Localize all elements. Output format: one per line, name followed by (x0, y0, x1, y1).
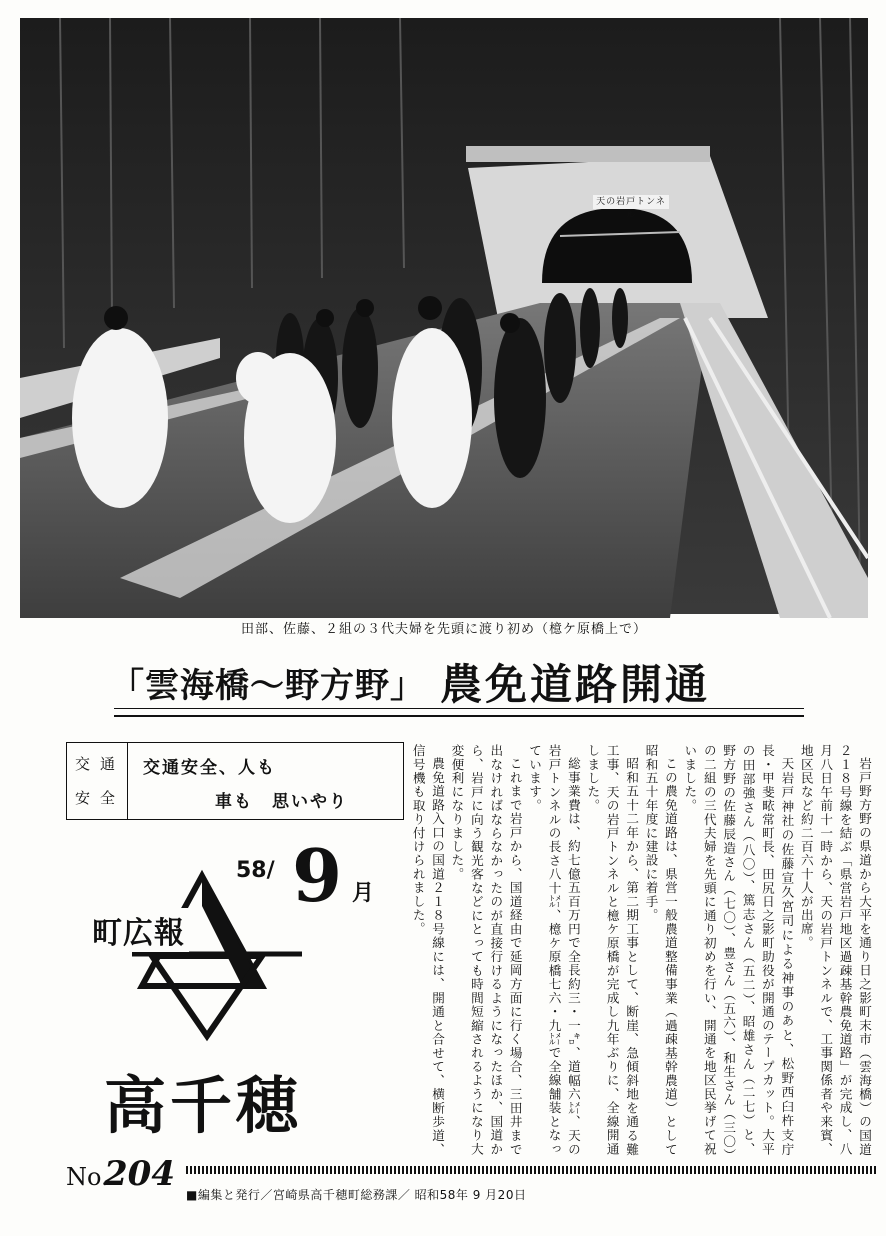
imprint-divider (186, 1166, 876, 1174)
article-paragraph: これまで岩戸から、国道経由で延岡方面に行く場合、三田井まで出なければならなかったのが直接行けるようになったほか、国道から、岩戸に向う観光客などにとっても時間短縮されるようになり大変便利になりました。 (449, 744, 523, 1156)
article-paragraph: 昭和五十二年から、第二期工事として、断崖、急傾斜地を通る難工事、天の岩戸トンネルと檍ケ原橋が完成し九年ぶりに、全線開通しました。 (585, 744, 640, 1156)
slogan-tag (67, 743, 128, 819)
opening-ceremony-photo (20, 18, 868, 614)
article-paragraph: 岩戸野方野の県道から大平を通り日之影町末市（雲海橋）の国道２１８号線を結ぶ「県営岩戸地区過疎基幹農免道路」が完成し、八月八日午前十一時から、天の岩戸トンネルで、工事関係者や来賓、地区民など約二百六十人が出席。 (798, 744, 872, 1156)
photo-caption: 田部、佐藤、２組の３代夫婦を先頭に渡り初め（檍ケ原橋上で） (240, 622, 647, 637)
slogan-line-2: 車も 思いやり (215, 792, 348, 812)
tunnel-name-sign: 天の岩戸トンネル (593, 195, 669, 209)
traffic-safety-slogan (66, 742, 404, 820)
photo-illustration (20, 18, 868, 614)
headline-title: 農免道路開通 (440, 660, 711, 709)
headline-route: 「雲海橋〜野方野」 (110, 666, 425, 706)
slogan-line-1: 交通安全、人も (143, 758, 276, 778)
article-paragraph: この農免道路は、県営一般農道整備事業（過疎基幹農道）として昭和五十年度に建設に着手。 (643, 744, 678, 1156)
issue-month-unit: 月 (352, 881, 375, 906)
town-name: 高千穂 (104, 1069, 303, 1142)
slogan-tag-bottom: 安全 (75, 789, 126, 807)
headline-rule (114, 708, 804, 717)
issue-number: 204 (104, 1154, 175, 1194)
headline (110, 650, 810, 720)
issue-year: 58/ (236, 858, 275, 883)
article-paragraph: 農免道路入口の国道２１８号線には、開通と合せて、横断歩道、信号機も取り付けられました。 (410, 744, 446, 1156)
issue-month: 9 (292, 833, 343, 918)
slogan-tag-top: 交通 (75, 755, 126, 773)
issue-number-label: No. (66, 1163, 109, 1191)
article-body (410, 744, 874, 1156)
imprint-line: ■編集と発行／宮崎県高千穂町総務課／ 昭和58年 9 月20日 (186, 1188, 527, 1202)
article-paragraph: 天岩戸神社の佐藤宣久宮司による神事のあと、松野西臼杵支庁長・甲斐畩常町長、田尻日之影町助役が開通のテープカット。大平の田部強さん（八〇）、篤志さん（五二）、昭雄さん（二七）と、野方野の佐藤辰造さん（七〇）、豊さん（五六）、和生さん（三〇）の二組の三代夫婦を先頭に通り初めを行い、開通を地区民挙げて祝いました。 (682, 744, 795, 1156)
paper-name: 町広報 (88, 908, 189, 952)
article-paragraph: 総事業費は、約七億五百万円で全長約三・一㌔、道幅六㍍、天の岩戸トンネルの長さ八十㍍、檍ケ原橋七六・九㍍で全線舗装となっています。 (527, 744, 581, 1156)
